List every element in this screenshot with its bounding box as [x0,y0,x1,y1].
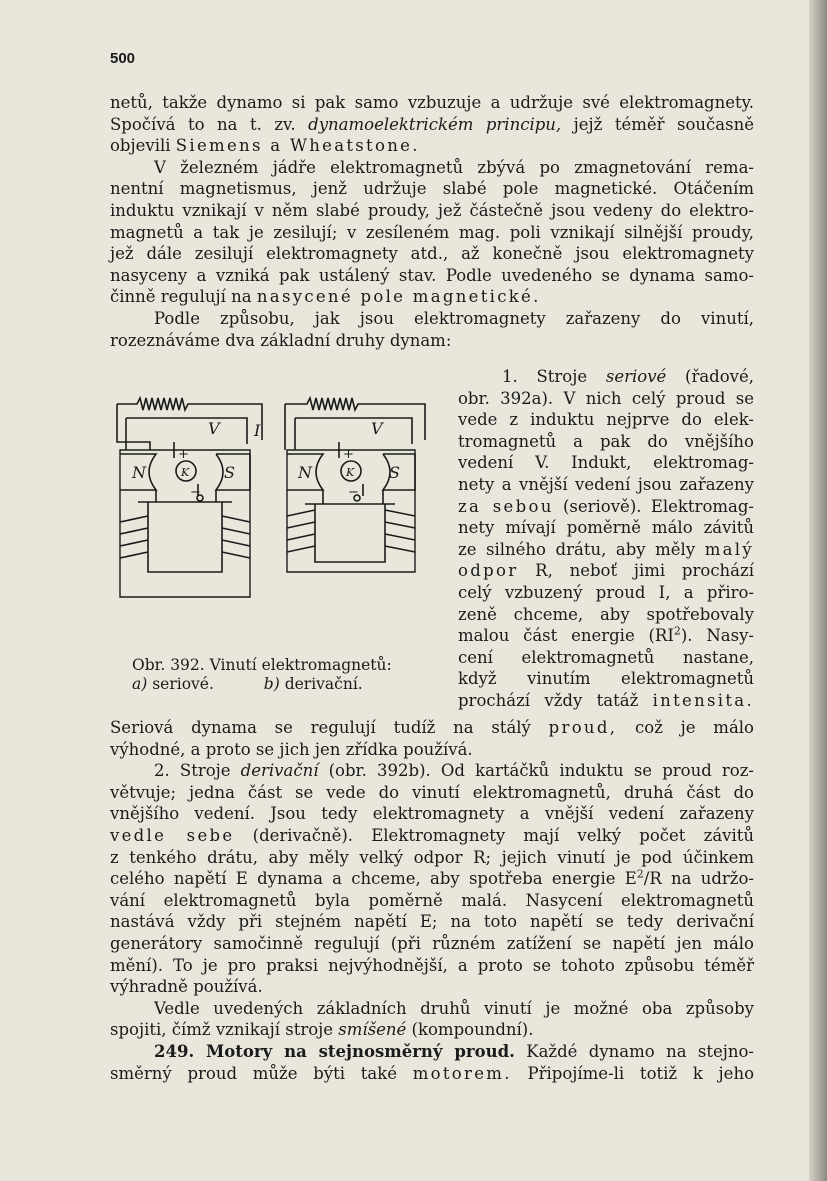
text-line: vedle sebe (derivačně). Elektromagnety mají velký počet závitů [110,825,755,845]
text-line: směrný proud může býti také motorem. Připojíme-li totiž k jeho [110,1063,754,1083]
top-text-block [110,92,754,351]
text-line: jež dále zesilují elektromagnety atd., až konečně jsou elektromagnety [110,244,754,264]
text-line: nastává vždy při stejném napětí E; na toto napětí se tedy derivační [110,912,754,932]
text-line: větvuje; jedna část se vede do vinutí elektromagnetů, druhá část do [110,782,754,802]
text-line: Seriová dynama se regulují tudíž na stálý proud, což je málo [110,718,754,737]
text-line: vedení V. Indukt, elektromag- [458,453,754,473]
text-line: 1. Stroje seriové (řadové, [502,367,755,386]
text-line: objevili Siemens a Wheatstone. [110,136,420,156]
text-line: činně regulují na nasycené pole magnetické. [110,287,541,307]
text-line: výhradně používá. [110,977,263,997]
label-minus-a: − [190,485,201,500]
text-line: generátory samočinně regulují (při různém zatížení se napětí jen málo [110,933,754,953]
text-line: vání elektromagnetů byla poměrně malá. Nasycení elektromagnetů [110,890,754,910]
label-s-b: S [389,463,400,482]
text-line: nety a vnější vedení jsou zařazeny [458,474,754,494]
text-line: vede z induktu nejprve do elek- [458,410,754,430]
label-plus-a: + [178,447,189,462]
text-line: odpor R, neboť jimi prochází [458,561,754,581]
winding-diagram [112,392,432,662]
text-line: zeně chceme, aby spotřebovaly [458,604,754,624]
section-heading-line: 249. Motory na stejnosměrný proud. Každé dynamo na stejno- [154,1041,754,1061]
figure-caption: Obr. 392. Vinutí elektromagnetů: a) seriové. b) derivační. [132,656,392,693]
text-line: 2. Stroje derivační (obr. 392b). Od kartáčků induktu se proud roz- [154,761,754,781]
text-line: nentní magnetismus, jenž udržuje slabé pole magnetické. Otáčením [110,179,754,199]
label-k-a: K [181,466,190,479]
text-line: Podle způsobu, jak jsou elektromagnety zařazeny do vinutí, [154,308,754,328]
label-v-a: V [208,419,220,438]
text-line: nety mívají poměrně málo závitů [458,518,754,538]
page-number: 500 [110,50,136,67]
text-line: V železném jádře elektromagnetů zbývá po zmagnetování rema- [154,157,754,177]
section-heading: 249. Motory na stejnosměrný proud. [154,1041,515,1061]
text-line: když vinutím elektromagnetů [458,669,754,689]
bottom-text-block [110,717,754,1084]
text-line: obr. 392a). V nich celý proud se [458,388,754,408]
label-i-a: I [254,421,261,440]
text-line: výhodné, a proto se jich jen zřídka používá. [110,739,473,759]
text-line: tromagnetů a pak do vnějšího [458,431,754,451]
label-plus-b: + [343,447,354,462]
text-line: nasyceny a vzniká pak ustálený stav. Podle uvedeného se dynama samo- [110,265,754,285]
label-n-b: N [298,463,312,482]
text-line: prochází vždy tatáž intensita. [458,690,754,710]
text-line: za sebou (seriově). Elektromag- [458,496,754,516]
side-text-block [458,366,754,712]
label-v-b: V [371,419,383,438]
text-line: ze silného drátu, aby měly malý [458,539,754,559]
text-line: celého napětí E dynama a chceme, aby spotřeba energie $E^2/R$ na udržo- [110,867,755,889]
text-line: Vedle uvedených základních druhů vinutí je možné oba způsoby [154,998,754,1018]
text-line: z tenkého drátu, aby měly velký odpor R; jejich vinutí je pod účinkem [110,847,754,867]
text-line: spojiti, čímž vznikají stroje smíšené (kompoundní). [110,1020,534,1040]
text-line: cení elektromagnetů nastane, [458,647,754,667]
text-line: rozeznáváme dva základní druhy dynam: [110,330,452,350]
text-line: induktu vznikají v něm slabé proudy, jež částečně jsou vedeny do elektro- [110,200,754,220]
page-edge-shadow [809,0,827,1181]
label-n-a: N [132,463,146,482]
text-line: mění). To je pro praksi nejvýhodnější, a proto se tohoto způsobu téměř [110,955,754,975]
text-line: celý vzbuzený proud I, a přiro- [458,582,754,602]
text-line: malou část energie $(RI^2)$. Nasy- [458,624,754,646]
label-k-b: K [346,466,355,479]
figure-392 [112,392,432,702]
text-line: Spočívá to na t. zv. dynamoelektrickém principu, jejž téměř současně [110,114,754,134]
text-line: magnetů a tak je zesilují; v zesíleném mag. poli vznikají silnější proudy, [110,222,754,242]
label-s-a: S [224,463,235,482]
label-minus-b: − [348,485,359,500]
text-line: vnějšího vedení. Jsou tedy elektromagnety a vnější vedení zařazeny [110,804,754,824]
text-line: netů, takže dynamo si pak samo vzbuzuje a udržuje své elektromagnety. [110,93,754,112]
